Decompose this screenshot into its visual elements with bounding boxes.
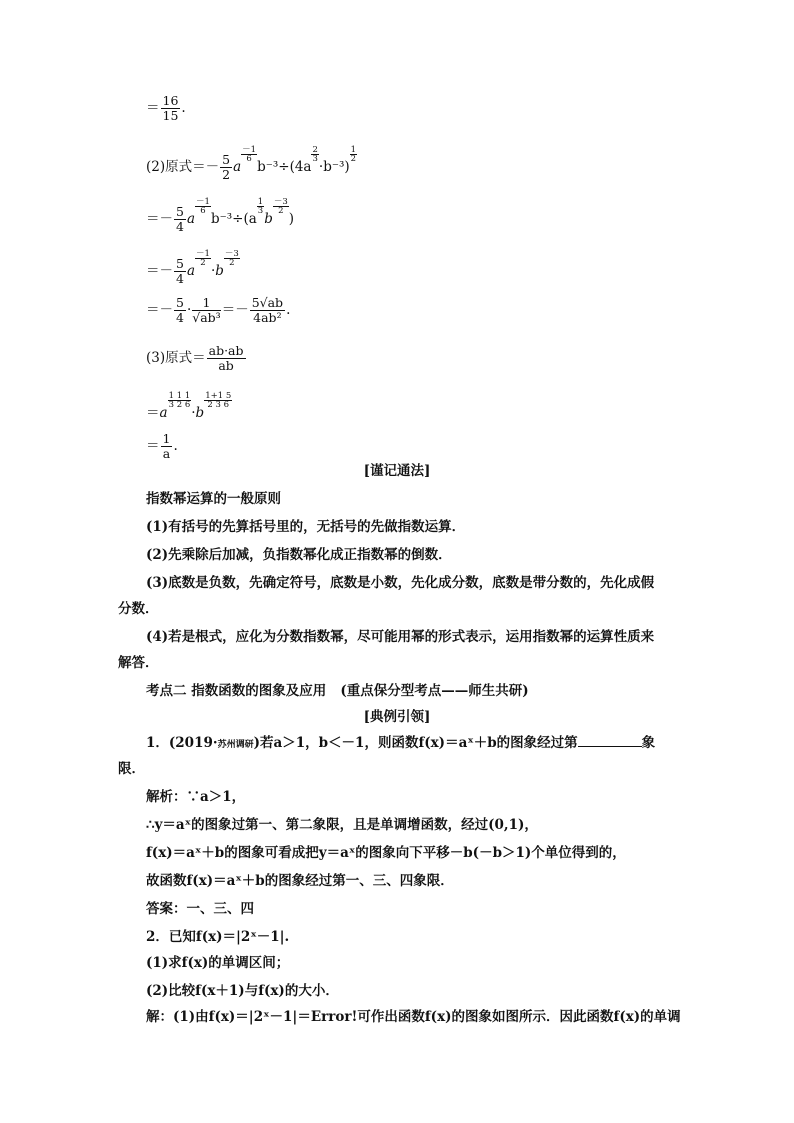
fraction xyxy=(174,296,186,325)
var-b: b xyxy=(264,211,273,227)
fraction xyxy=(207,344,246,373)
d2: 2 xyxy=(176,400,183,410)
denominator: ab xyxy=(218,358,234,373)
exponent xyxy=(195,198,211,215)
result-16-15: ＝ $\frac{16}{15}$ . xyxy=(146,93,186,123)
rule-4-cont: 解答． xyxy=(118,655,159,671)
exponent xyxy=(224,250,240,267)
numerator: 16 xyxy=(162,93,179,108)
exponent xyxy=(195,250,211,267)
exp-den: 6 xyxy=(246,154,252,164)
question-2-solution: 解：(1)由f(x)＝|2ˣ－1|＝Error!可作出函数f(x)的图象如图所示．因此函数f(x)的单调 xyxy=(146,1009,681,1025)
exp-num: 1 xyxy=(204,197,210,207)
question-2: 2．已知f(x)＝|2ˣ－1|. xyxy=(146,929,290,945)
fraction xyxy=(174,205,186,234)
exponent xyxy=(241,146,257,163)
rule-3-cont: 分数． xyxy=(118,601,159,617)
denominator: 4 xyxy=(176,271,184,286)
part3-line2 xyxy=(146,392,232,422)
part3-line1 xyxy=(146,344,247,373)
minus: － xyxy=(224,249,234,259)
analysis-label: 解析： xyxy=(146,789,187,805)
part3-result: ＝ $\frac{1}{a}$ . xyxy=(146,431,178,461)
exp-num: 3 xyxy=(282,197,288,207)
denominator: 15 xyxy=(162,108,179,123)
exp-den: 2 xyxy=(200,258,206,268)
term: ·b⁻³) xyxy=(318,159,350,175)
fraction xyxy=(192,296,220,325)
part2-line2: ＝－ $\frac{5}{4}$ a $\frac{-1}{6}$ b⁻³÷(a $\frac{1}{3}$ b $\frac{-3}{2}$ ) xyxy=(146,197,295,234)
minus: － xyxy=(159,263,173,279)
denominator: 4ab² xyxy=(253,310,282,325)
denominator: a xyxy=(162,446,171,461)
var-a: a xyxy=(159,405,168,421)
question-1-cont: 限． xyxy=(118,761,145,777)
fraction xyxy=(220,153,232,182)
numerator: 1 xyxy=(162,431,171,446)
n1: 1 xyxy=(205,391,211,401)
q1-suffix: 象 xyxy=(641,735,656,751)
exp-num: 1 xyxy=(350,145,357,155)
fraction xyxy=(161,432,173,461)
exp-num: 1 xyxy=(257,197,264,207)
part2-line3 xyxy=(146,250,240,286)
minus: － xyxy=(242,145,251,155)
equals-sign: ＝ xyxy=(146,438,160,454)
rule-1: (1)有括号的先算括号里的，无括号的先做指数运算． xyxy=(146,519,466,535)
exp-den: 2 xyxy=(229,258,235,268)
fraction xyxy=(250,296,285,325)
method-title: 指数幂运算的一般原则 xyxy=(146,491,281,507)
exponent: $\frac{1+1 5}{2 3 6}$ xyxy=(205,391,232,410)
d2: 3 xyxy=(215,400,221,410)
var-a: a xyxy=(233,159,242,175)
exponent xyxy=(168,392,192,409)
coef: 5 xyxy=(251,295,260,310)
d3: 6 xyxy=(223,400,230,410)
rule-2: (2)先乘除后加减，负指数幂化成正指数幂的倒数． xyxy=(146,547,452,563)
minus: － xyxy=(235,302,249,318)
n2: 1 xyxy=(176,391,183,401)
exp-num: 3 xyxy=(233,249,239,259)
equals-sign: ＝ xyxy=(146,211,160,227)
numerator: 5 xyxy=(176,204,184,219)
part2-line4: ＝－ $\frac{5}{4}$ · $\frac{1}{\text{√ab³}}$ ＝－ $\frac{5√ab}{\text{4ab²}}$ . xyxy=(146,295,291,325)
exp-den: 3 xyxy=(257,206,264,216)
fraction xyxy=(174,257,186,286)
var-a: a xyxy=(186,211,196,227)
heading-method: [谨记通法] xyxy=(363,463,431,479)
n1: 1 xyxy=(168,391,174,401)
question-2-part-1: (1)求f(x)的单调区间； xyxy=(146,955,290,971)
n2: 1 xyxy=(217,391,224,401)
term: b⁻³÷(a xyxy=(210,211,257,227)
fraction xyxy=(161,94,181,123)
heading-example: [典例引领] xyxy=(363,709,431,725)
exp-num: 1 xyxy=(250,145,257,155)
part2-line1 xyxy=(146,146,357,182)
q1-text: )若a＞1，b＜－1，则函数f(x)＝aˣ＋b的图象经过第 xyxy=(253,735,578,751)
analysis-text: ∵a＞1， xyxy=(186,789,246,805)
part3-label: (3)原式＝ xyxy=(146,350,206,366)
d1: 2 xyxy=(207,400,213,410)
question-1 xyxy=(146,734,655,754)
analysis-line-4: 故函数f(x)＝aˣ＋b的图象经过第一、三、四象限． xyxy=(146,873,454,889)
n3: 1 xyxy=(184,391,191,401)
var-a: a xyxy=(186,263,196,279)
numerator: 5 xyxy=(176,256,184,271)
q1-prefix: 1．(2019· xyxy=(146,735,218,751)
section-note: (重点保分型考点——师生共研) xyxy=(340,683,529,699)
equals-sign: ＝ xyxy=(146,405,160,421)
var-b: b xyxy=(195,405,205,421)
dot: · xyxy=(210,263,216,279)
answer-line: 答案：一、三、四 xyxy=(146,901,254,917)
answer-blank xyxy=(578,734,642,747)
minus: － xyxy=(159,211,173,227)
equals-sign: ＝ xyxy=(146,302,160,318)
denominator: 2 xyxy=(222,167,231,182)
exp-den: 6 xyxy=(200,206,206,216)
analysis-line-3: f(x)＝aˣ＋b的图象可看成把y＝aˣ的图象向下平移－b(－b＞1)个单位得到的， xyxy=(146,845,626,861)
dot: · xyxy=(186,302,192,318)
exponent xyxy=(311,146,318,163)
denominator: 4 xyxy=(176,219,184,234)
denominator: √ab³ xyxy=(192,310,221,325)
analysis-line-2: ∴y＝aˣ的图象过第一、第二象限，且是单调增函数，经过(0,1)， xyxy=(146,817,538,833)
q1-source: 苏州调研 xyxy=(217,740,254,750)
exp-den: 3 xyxy=(312,154,318,164)
numerator: 5 xyxy=(176,295,184,310)
question-2-part-2: (2)比较f(x＋1)与f(x)的大小． xyxy=(146,983,339,999)
n3: 5 xyxy=(225,391,232,401)
d3: 6 xyxy=(184,400,191,410)
analysis-line-1 xyxy=(146,788,245,806)
denominator: 4 xyxy=(176,310,184,325)
exp-num: 1 xyxy=(204,249,210,259)
section-name: 考点二 指数函数的图象及应用 xyxy=(146,683,327,699)
exp-den: 2 xyxy=(350,154,357,164)
part2-label: (2)原式＝－ xyxy=(146,159,220,175)
numerator: 1 xyxy=(192,296,220,311)
rule-3: (3)底数是负数，先确定符号，底数是小数，先化成分数，底数是带分数的，先化成假 xyxy=(146,575,655,591)
term: b⁻³÷(4a xyxy=(257,159,312,175)
numerator: ab·ab xyxy=(208,343,244,358)
var-b: b xyxy=(215,263,224,279)
minus: － xyxy=(196,197,205,207)
numerator: 5 xyxy=(222,152,231,167)
root: √ab xyxy=(259,295,284,310)
exp-den: 2 xyxy=(278,206,284,216)
section-title xyxy=(146,682,529,700)
d1: 3 xyxy=(168,400,174,410)
minus: － xyxy=(159,302,173,318)
equals-sign: ＝ xyxy=(221,302,236,318)
equals-sign: ＝ xyxy=(146,100,160,116)
equals-sign: ＝ xyxy=(146,263,160,279)
exponent xyxy=(350,146,357,163)
minus: － xyxy=(273,197,283,207)
dot: · xyxy=(191,405,196,421)
minus: － xyxy=(196,249,205,259)
rule-4: (4)若是根式，应化为分数指数幂，尽可能用幂的形式表示，运用指数幂的运算性质来 xyxy=(146,629,655,645)
exp-num: 2 xyxy=(312,145,318,155)
exponent xyxy=(273,198,289,215)
